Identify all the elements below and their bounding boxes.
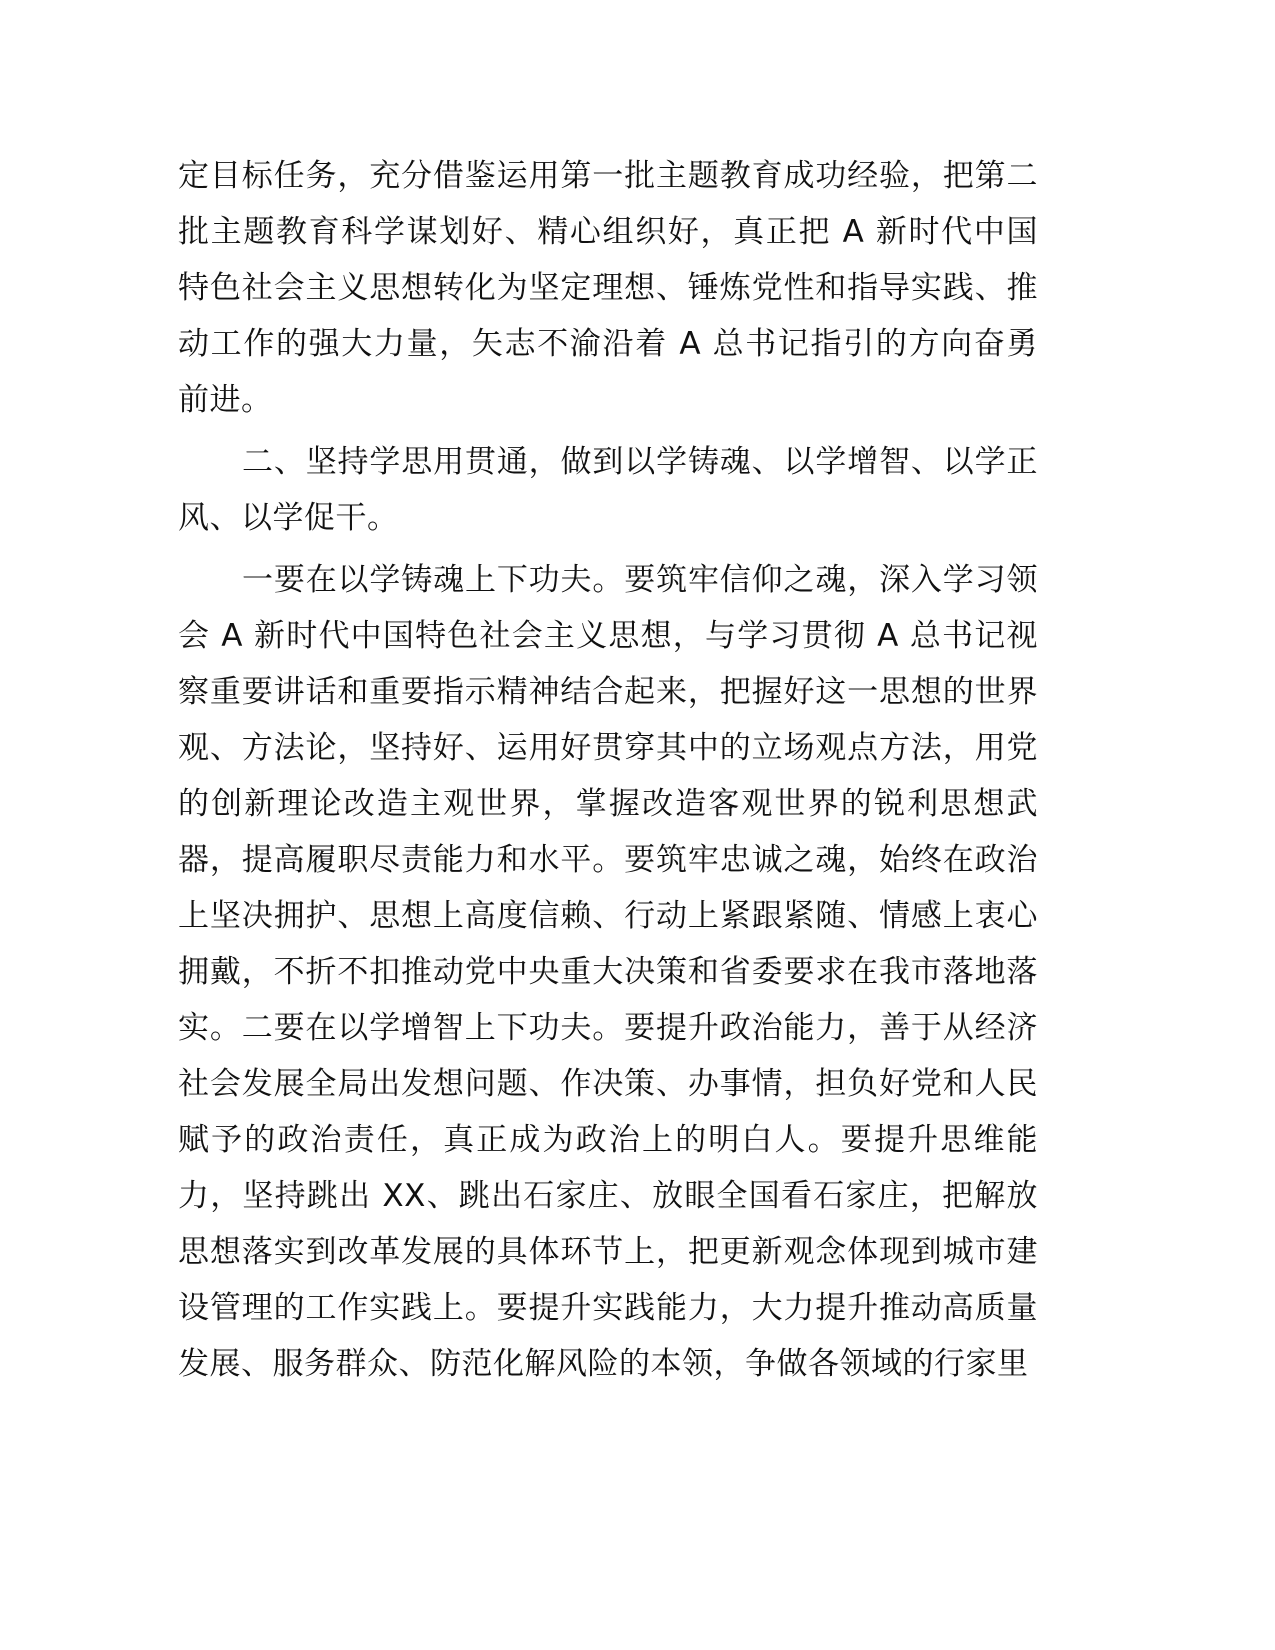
paragraph-study-soul: 一要在以学铸魂上下功夫。要筑牢信仰之魂，深入学习领会 A 新时代中国特色社会主义思想，与学习贯彻 A 总书记视察重要讲话和重要指示精神结合起来，把握好这一思想的世界观、方法论，坚持好、运用好贯穿其中的立场观点方法，用党的创新理论改造主观世界，掌握改造客观世界的锐利思想武器，提高履职尽责能力和水平。要筑牢忠诚之魂，始终在政治上坚决拥护、思想上高度信赖、行动上紧跟紧随、情感上衷心拥戴，不折不扣推动党中央重大决策和省委要求在我市落地落实。二要在以学增智上下功夫。要提升政治能力，善于从经济社会发展全局出发想问题、作决策、办事情，担负好党和人民赋予的政治责任，真正成为政治上的明白人。要提升思维能力，坚持跳出 XX、跳出石家庄、放眼全国看石家庄，把解放思想落实到改革发展的具体环节上，把更新观念体现到城市建设管理的工作实践上。要提升实践能力，大力提升推动高质量发展、服务群众、防范化解风险的本领，争做各领域的行家里 — [178, 562, 1038, 1382]
document-body — [178, 148, 1038, 1398]
section-heading-two: 二、坚持学思用贯通，做到以学铸魂、以学增智、以学正风、以学促干。 — [178, 444, 1038, 536]
paragraph-continuation: 定目标任务，充分借鉴运用第一批主题教育成功经验，把第二批主题教育科学谋划好、精心组织好，真正把 A 新时代中国特色社会主义思想转化为坚定理想、锤炼党性和指导实践、推动工作的强大力量，矢志不渝沿着 A 总书记指引的方向奋勇前进。 — [178, 158, 1038, 418]
